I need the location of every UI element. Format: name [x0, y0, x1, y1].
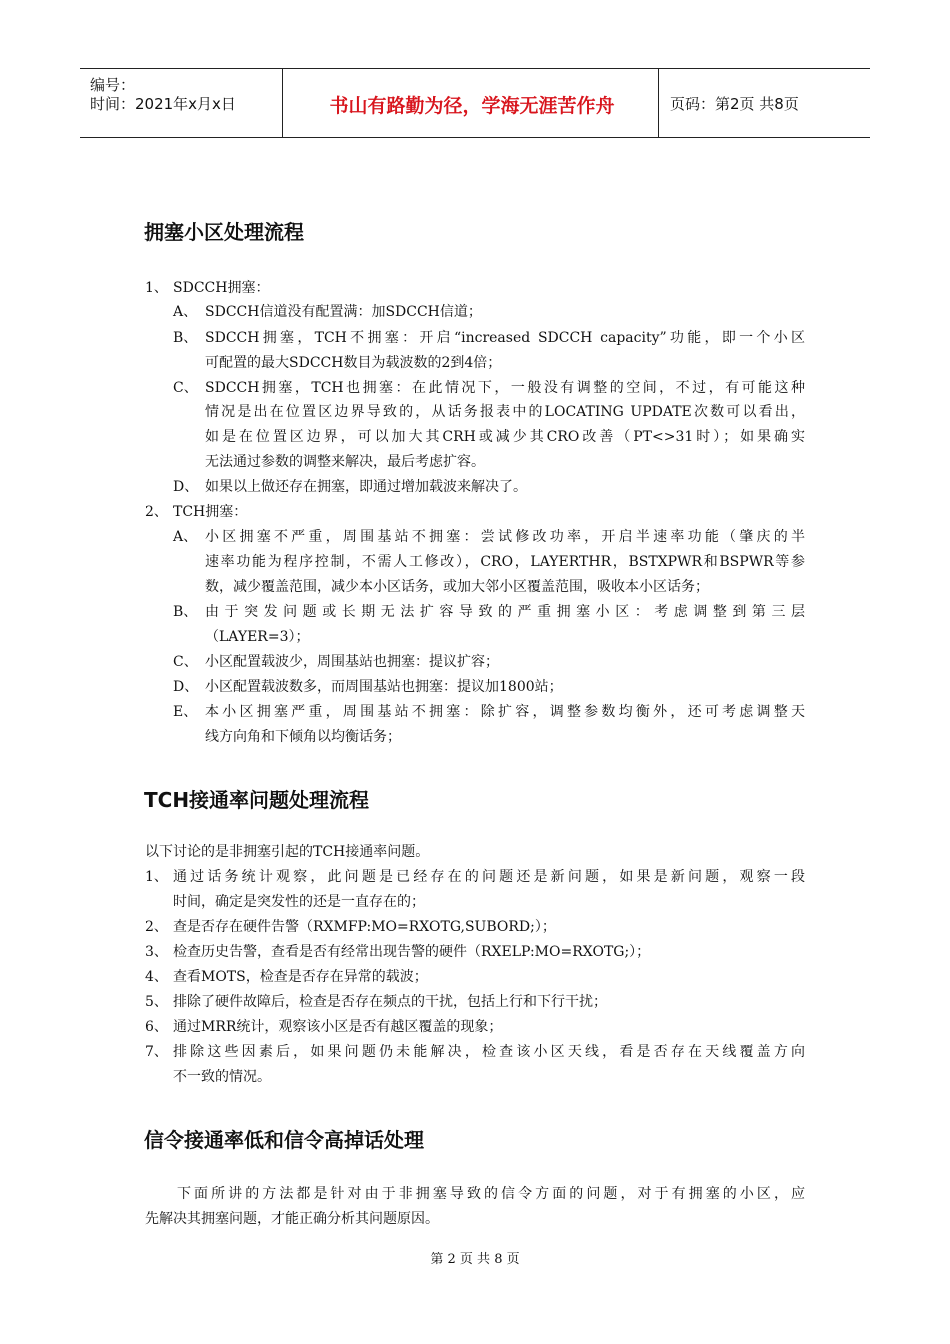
section-title: 信令接通率低和信令高掉话处理 — [144, 1128, 424, 1152]
list-number: 1、 — [145, 280, 168, 296]
list-text: 如果以上做还存在拥塞，即通过增加载波来解决了。 — [205, 479, 527, 495]
list-text: 数，减少覆盖范围，减少本小区话务，或加大邻小区覆盖范围，吸收本小区话务； — [205, 579, 709, 595]
page-header — [80, 68, 870, 138]
list-item — [145, 917, 556, 937]
paragraph-text: 以下讨论的是非拥塞引起的TCH接通率问题。 — [145, 844, 430, 860]
list-text: 情况是出在位置区边界导致的，从话务报表中的LOCATING UPDATE次数可以看出， — [205, 404, 805, 420]
list-item — [173, 302, 482, 322]
list-text: SDCCH拥塞，TCH也拥塞：在此情况下，一般没有调整的空间，不过，有可能这种 — [205, 380, 805, 396]
list-item — [173, 677, 563, 697]
header-slogan: 书山有路勤为径，学海无涯苦作舟 — [329, 95, 615, 117]
list-text: 检查历史告警，查看是否有经常出现告警的硬件（RXELP:MO=RXOTG;）； — [173, 944, 651, 960]
list-item — [145, 502, 247, 522]
list-text: 小区配置载波少，周围基站也拥塞：提议扩容； — [205, 654, 499, 670]
list-text: 时间，确定是突发性的还是一直存在的； — [173, 894, 425, 910]
list-text: SDCCH拥塞，TCH不拥塞：开启“increased SDCCH capacity”功能，即一个小区 — [205, 330, 805, 346]
list-text: 本小区拥塞严重，周围基站不拥塞：除扩容，调整参数均衡外，还可考虑调整天 — [205, 704, 805, 720]
list-number: A、 — [173, 529, 198, 545]
list-text: 由于突发问题或长期无法扩容导致的严重拥塞小区：考虑调整到第三层 — [205, 604, 805, 620]
doc-number-label: 编号： — [90, 76, 136, 94]
list-text: （LAYER=3）； — [205, 629, 310, 645]
list-text: SDCCH信道没有配置满：加SDCCH信道； — [205, 304, 482, 320]
list-text: 速率功能为程序控制，不需人工修改），CRO，LAYERTHR，BSTXPWR和BSPWR等参 — [205, 554, 805, 570]
list-text: TCH拥塞： — [173, 504, 248, 520]
list-text: 小区配置载波数多，而周围基站也拥塞：提议加1800站； — [205, 679, 563, 695]
list-text: 通过MRR统计，观察该小区是否有越区覆盖的现象； — [173, 1019, 503, 1035]
list-text: 小区拥塞不严重，周围基站不拥塞：尝试修改功率，开启半速率功能（肇庆的半 — [205, 529, 805, 545]
list-text: 如是在位置区边界，可以加大其CRH或减少其CRO改善（PT<>31时）；如果确实 — [205, 429, 805, 445]
list-number: 2、 — [145, 919, 168, 935]
list-item — [145, 942, 650, 962]
section-title: TCH接通率问题处理流程 — [144, 788, 370, 812]
list-number: C、 — [173, 654, 198, 670]
list-number: B、 — [173, 330, 198, 346]
doc-date-label: 时间：2021年x月x日 — [90, 95, 236, 113]
list-item — [145, 1017, 502, 1037]
list-number: 7、 — [145, 1044, 168, 1060]
list-item — [173, 652, 499, 672]
section-title: 拥塞小区处理流程 — [144, 220, 304, 244]
list-number: 5、 — [145, 994, 168, 1010]
list-number: 2、 — [145, 504, 168, 520]
list-text: 查是否存在硬件告警（RXMFP:MO=RXOTG,SUBORD;）； — [173, 919, 556, 935]
list-number: 1、 — [145, 869, 168, 885]
list-number: E、 — [173, 704, 198, 720]
list-text: 不一致的情况。 — [173, 1069, 271, 1085]
paragraph-text: 先解决其拥塞问题，才能正确分析其问题原因。 — [145, 1211, 439, 1227]
list-text: 无法通过参数的调整来解决，最后考虑扩容。 — [205, 454, 485, 470]
page-footer: 第 2 页 共 8 页 — [430, 1252, 520, 1267]
list-text: 查看MOTS，检查是否存在异常的载波； — [173, 969, 428, 985]
list-number: B、 — [173, 604, 198, 620]
list-number: D、 — [173, 679, 199, 695]
list-text: 线方向角和下倾角以均衡话务； — [205, 729, 401, 745]
list-number: D、 — [173, 479, 199, 495]
list-text: 排除了硬件故障后，检查是否存在频点的干扰，包括上行和下行干扰； — [173, 994, 607, 1010]
paragraph-text: 下面所讲的方法都是针对由于非拥塞导致的信令方面的问题，对于有拥塞的小区，应 — [177, 1186, 805, 1202]
header-divider — [282, 69, 283, 137]
header-page-label: 页码：第2页 共8页 — [670, 95, 799, 113]
list-text: 可配置的最大SDCCH数目为载波数的2到4倍； — [205, 355, 502, 371]
list-text: SDCCH拥塞： — [173, 280, 270, 296]
list-item — [173, 477, 527, 497]
list-text: 通过话务统计观察，此问题是已经存在的问题还是新问题，如果是新问题，观察一段 — [173, 869, 805, 885]
list-number: 4、 — [145, 969, 168, 985]
list-item — [145, 992, 607, 1012]
list-number: 3、 — [145, 944, 168, 960]
list-item — [145, 967, 428, 987]
list-item — [145, 278, 269, 298]
list-text: 排除这些因素后，如果问题仍未能解决，检查该小区天线，看是否存在天线覆盖方向 — [173, 1044, 805, 1060]
list-number: A、 — [173, 304, 198, 320]
list-number: C、 — [173, 380, 198, 396]
list-number: 6、 — [145, 1019, 168, 1035]
